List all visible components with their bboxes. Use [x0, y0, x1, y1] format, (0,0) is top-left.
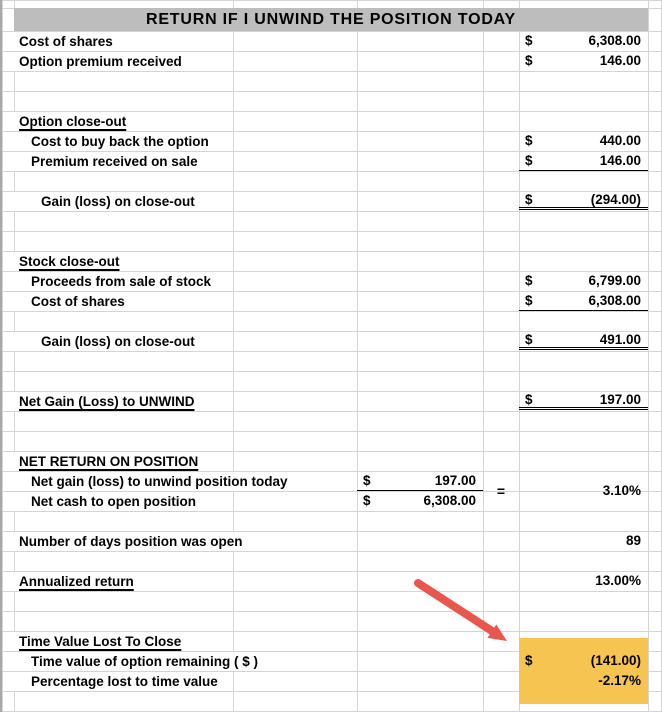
gridline — [233, 0, 234, 712]
amount-cell[interactable] — [357, 491, 483, 511]
amount-value: 89 — [625, 533, 641, 548]
amount-cell[interactable] — [519, 331, 648, 350]
gridline — [0, 171, 662, 172]
dollar-sign: $ — [363, 493, 371, 508]
dollar-sign: $ — [525, 292, 533, 308]
dollar-sign: $ — [525, 191, 533, 207]
row-label-cell[interactable]: Gain (loss) on close-out — [14, 192, 200, 211]
amount-cell[interactable] — [519, 51, 648, 71]
amount-cell[interactable] — [519, 531, 648, 551]
amount-value: 440.00 — [599, 133, 641, 148]
dollar-sign: $ — [525, 152, 533, 168]
amount-cell[interactable] — [519, 571, 648, 591]
amount-cell[interactable] — [519, 391, 648, 410]
gridline — [0, 231, 662, 232]
row-label-cell[interactable]: Gain (loss) on close-out — [14, 332, 200, 351]
amount-cell[interactable] — [519, 131, 648, 151]
dollar-sign: $ — [525, 391, 533, 407]
gridline — [519, 0, 520, 712]
amount-value: 13.00% — [595, 573, 641, 588]
amount-cell[interactable] — [519, 191, 648, 210]
return-percentage-cell[interactable]: 3.10% — [602, 483, 641, 498]
amount-value: (141.00) — [590, 653, 641, 668]
amount-cell[interactable] — [357, 471, 483, 491]
gridline — [0, 511, 662, 512]
gridline — [0, 211, 662, 212]
dollar-sign: $ — [525, 273, 533, 288]
gridline — [483, 0, 484, 712]
amount-cell[interactable] — [519, 271, 648, 291]
gridline — [648, 0, 649, 712]
row-label-cell[interactable]: Option premium received — [14, 52, 187, 71]
amount-value: 146.00 — [599, 152, 641, 168]
dollar-sign: $ — [525, 133, 533, 148]
gridline — [0, 91, 662, 92]
amount-value: (294.00) — [590, 191, 641, 207]
amount-value: 146.00 — [599, 53, 641, 68]
gridline — [14, 0, 15, 712]
gridline — [0, 311, 662, 312]
gridline — [2, 0, 3, 712]
amount-cell[interactable] — [519, 291, 648, 311]
amount-cell[interactable] — [519, 31, 648, 51]
row-label-cell[interactable]: Time value of option remaining ( $ ) — [14, 652, 263, 671]
gridline — [357, 0, 358, 712]
dollar-sign: $ — [525, 53, 533, 68]
dollar-sign: $ — [363, 472, 371, 488]
red-arrow — [400, 570, 530, 660]
amount-value: 197.00 — [434, 472, 476, 488]
row-label-cell[interactable]: NET RETURN ON POSITION — [14, 452, 203, 471]
row-label-cell[interactable]: Option close-out — [14, 112, 131, 131]
amount-cell[interactable] — [519, 151, 648, 171]
amount-value: -2.17% — [598, 673, 641, 688]
dollar-sign: $ — [525, 33, 533, 48]
sheet-left-edge — [0, 0, 2, 712]
row-label-cell[interactable]: Cost of shares — [14, 292, 130, 311]
row-label-cell[interactable]: Net gain (loss) to unwind position today — [14, 472, 293, 491]
row-label-cell[interactable]: Percentage lost to time value — [14, 672, 223, 691]
amount-value: 6,308.00 — [423, 493, 476, 508]
gridline — [0, 591, 662, 592]
dollar-sign: $ — [525, 653, 533, 668]
gridline — [0, 351, 662, 352]
amount-value: 197.00 — [599, 391, 641, 407]
dollar-sign: $ — [525, 331, 533, 347]
amount-cell[interactable] — [519, 671, 648, 691]
row-label-cell[interactable]: Cost to buy back the option — [14, 132, 214, 151]
row-label-cell[interactable]: Proceeds from sale of stock — [14, 272, 216, 291]
gridline — [0, 611, 662, 612]
gridline — [0, 371, 662, 372]
row-label-cell[interactable]: Annualized return — [14, 572, 139, 591]
amount-value: 6,799.00 — [588, 273, 641, 288]
amount-value: 6,308.00 — [588, 292, 641, 308]
amount-value: 491.00 — [599, 331, 641, 347]
row-label-cell[interactable]: Net cash to open position — [14, 492, 201, 511]
row-label-cell[interactable]: Cost of shares — [14, 32, 118, 51]
row-label-cell[interactable]: Premium received on sale — [14, 152, 203, 171]
gridline — [0, 431, 662, 432]
row-label-cell[interactable]: Number of days position was open — [14, 532, 248, 551]
amount-cell[interactable] — [519, 651, 648, 671]
gridline — [0, 551, 662, 552]
equals-sign-cell[interactable]: = — [496, 483, 506, 499]
gridline — [0, 411, 662, 412]
amount-value: 6,308.00 — [588, 33, 641, 48]
row-label-cell[interactable]: Time Value Lost To Close — [14, 632, 186, 651]
gridline — [0, 71, 662, 72]
row-label-cell[interactable]: Stock close-out — [14, 252, 125, 271]
sheet-title-cell[interactable]: RETURN IF I UNWIND THE POSITION TODAY — [14, 8, 648, 31]
row-label-cell[interactable]: Net Gain (Loss) to UNWIND — [14, 392, 200, 411]
gridline — [0, 0, 662, 1]
